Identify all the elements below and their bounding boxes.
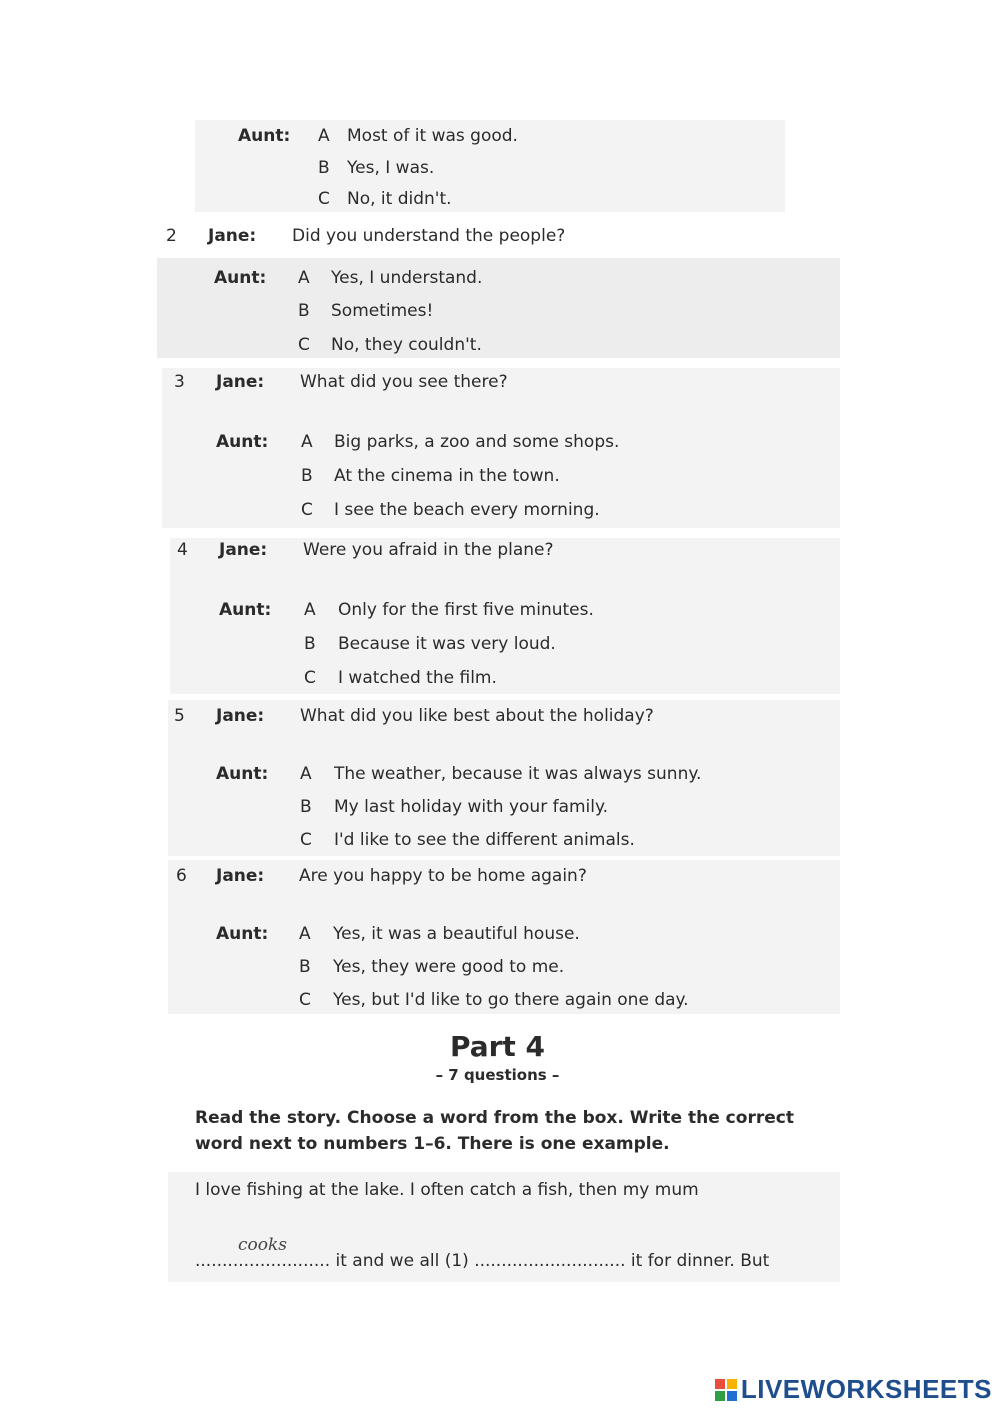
option-text: Yes, but I'd like to go there again one day.: [333, 990, 689, 1010]
question-speaker: Jane:: [208, 226, 257, 246]
option-letter: A: [298, 268, 310, 288]
option-text: Big parks, a zoo and some shops.: [334, 432, 620, 452]
option-letter: A: [301, 432, 313, 452]
option-text: Because it was very loud.: [338, 634, 556, 654]
option-letter: C: [304, 668, 316, 688]
option-letter: B: [301, 466, 313, 486]
answer-speaker: Aunt:: [214, 268, 267, 288]
option-letter: C: [298, 335, 310, 355]
option-letter: C: [301, 500, 313, 520]
option-text: I see the beach every morning.: [334, 500, 600, 520]
option-letter: B: [298, 301, 310, 321]
option-text: The weather, because it was always sunny.: [334, 764, 702, 784]
story-line: I love fishing at the lake. I often catch a fish, then my mum: [195, 1180, 699, 1200]
question-text: Are you happy to be home again?: [299, 866, 587, 886]
answer-speaker: Aunt:: [219, 600, 272, 620]
question-speaker: Jane:: [216, 372, 265, 392]
liveworksheets-logo: [715, 1374, 992, 1405]
option-letter: C: [299, 990, 311, 1010]
option-text: My last holiday with your family.: [334, 797, 609, 817]
option-text: No, it didn't.: [347, 189, 452, 209]
question-number: 6: [176, 866, 187, 886]
option-letter: B: [304, 634, 316, 654]
option-letter: B: [318, 158, 330, 178]
question-number: 5: [174, 706, 185, 726]
question-number: 3: [174, 372, 185, 392]
option-text: Sometimes!: [331, 301, 434, 321]
question-number: 2: [166, 226, 177, 246]
option-letter: A: [300, 764, 312, 784]
option-text: Yes, I was.: [347, 158, 435, 178]
question-speaker: Jane:: [216, 866, 265, 886]
question-text: Did you understand the people?: [292, 226, 566, 246]
option-letter: B: [300, 797, 312, 817]
option-text: Only for the first five minutes.: [338, 600, 594, 620]
story-line: ......................... it and we all (1) ............................ it for dinner. But: [195, 1251, 770, 1271]
instruction-line: word next to numbers 1–6. There is one example.: [195, 1134, 670, 1154]
part-title: Part 4: [449, 1030, 546, 1063]
option-text: No, they couldn't.: [331, 335, 482, 355]
option-text: Most of it was good.: [347, 126, 518, 146]
option-text: Yes, they were good to me.: [333, 957, 565, 977]
option-letter: A: [318, 126, 330, 146]
question-text: Were you afraid in the plane?: [303, 540, 554, 560]
logo-icon: [715, 1379, 737, 1401]
answer-speaker: Aunt:: [216, 924, 269, 944]
example-answer: cooks: [238, 1235, 288, 1255]
instruction-line: Read the story. Choose a word from the box. Write the correct: [195, 1108, 794, 1128]
option-letter: A: [299, 924, 311, 944]
answer-speaker: Aunt:: [238, 126, 291, 146]
question-text: What did you like best about the holiday?: [300, 706, 654, 726]
option-text: Yes, I understand.: [331, 268, 483, 288]
part-subtitle: – 7 questions –: [435, 1066, 560, 1084]
option-letter: B: [299, 957, 311, 977]
answer-speaker: Aunt:: [216, 432, 269, 452]
question-text: What did you see there?: [300, 372, 508, 392]
question-speaker: Jane:: [216, 706, 265, 726]
option-text: At the cinema in the town.: [334, 466, 560, 486]
option-text: Yes, it was a beautiful house.: [333, 924, 580, 944]
option-letter: A: [304, 600, 316, 620]
question-number: 4: [177, 540, 188, 560]
logo-text: LIVEWORKSHEETS: [740, 1374, 992, 1404]
answer-speaker: Aunt:: [216, 764, 269, 784]
option-text: I'd like to see the different animals.: [334, 830, 635, 850]
option-text: I watched the film.: [338, 668, 497, 688]
option-letter: C: [300, 830, 312, 850]
question-speaker: Jane:: [219, 540, 268, 560]
option-letter: C: [318, 189, 330, 209]
